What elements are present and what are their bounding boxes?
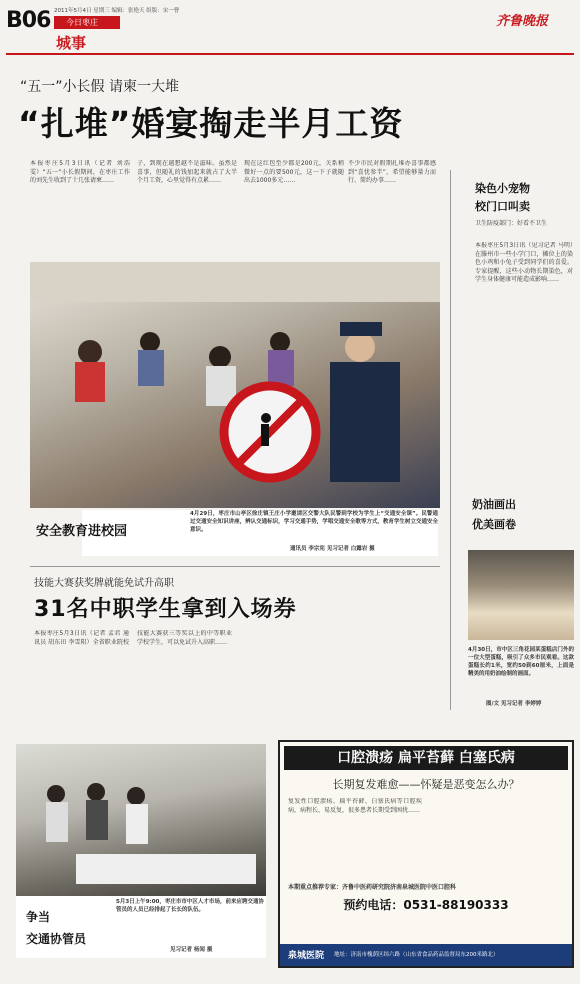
page-number: B06 xyxy=(6,8,51,33)
classroom-photo xyxy=(30,262,440,508)
photo-illustration xyxy=(30,262,440,508)
ad-body: 复发性口腔溃疡、扁平苔藓、白塞氏病等口腔疾病，病程长、易反复，很多患者长期受到困扰…… xyxy=(288,798,422,814)
story2-kicker: 技能大赛获奖牌就能免试升高职 xyxy=(34,578,174,589)
sidebar-subtitle: 卫生防疫部门：好看不卫生 xyxy=(475,220,548,227)
section-title: 城事 xyxy=(56,34,87,52)
cake-credit: 图/文 见习记者 李婷婷 xyxy=(486,701,542,707)
photo3-title-2: 交通协管员 xyxy=(26,932,87,946)
photo1-caption: 4月29日，枣庄市山亭区徐庄镇王庄小学邀请区交警大队民警到学校为学生上“交通安全课”。民警通过交通安全知识讲座，辨认交通标识，学习交通手势，学唱交通安全歌等方式，教育学生树立交通安全意识。 xyxy=(190,511,438,533)
newspaper-logo: 齐鲁晚报 xyxy=(496,14,549,29)
ad-hospital: 泉城医院 xyxy=(288,951,325,961)
photo1-title: 安全教育进校园 xyxy=(36,524,128,539)
sidebar-title-2: 校门口叫卖 xyxy=(475,200,530,213)
ad-cta: 本期重点推荐专家：齐鲁中医药研究院济南泉城医院中医口腔科 xyxy=(288,884,457,891)
story2-headline: 31名中职学生拿到入场券 xyxy=(34,597,297,622)
lead-column-3: 现在这红包至少都是200元，关系稍微好一点的要500元，这一下子就随出去1000多元…… xyxy=(244,160,344,184)
photo3-title-1: 争当 xyxy=(26,910,51,924)
cake-title-1: 奶油画出 xyxy=(472,498,516,511)
sidebar-divider xyxy=(450,170,451,710)
cake-photo xyxy=(468,550,574,640)
photo1-credit: 通讯员 李宗宪 见习记者 白露岩 摄 xyxy=(290,546,375,552)
issue-meta: 2011年5月4日 星期三 编辑：张艳天 组版：宋一曹 xyxy=(54,8,180,14)
lead-column-2: 子，到现在越想越不是滋味。虽然是喜事，但随礼的钱加起来就占了大半个月工资，心里觉得有点累…… xyxy=(137,160,237,184)
queue-photo xyxy=(16,744,266,896)
sidebar-title-1: 染色小宠物 xyxy=(475,182,530,195)
ad-phone: 预约电话：0531-88190333 xyxy=(343,898,509,912)
photo3-caption: 5月3日上午9:00，枣庄市市中区人才市场，前来应聘交通协管员的人员已经排起了长长的队伍。 xyxy=(116,899,264,913)
queue-illustration xyxy=(16,744,266,896)
cake-caption: 4月30日，市中区三角花园某蛋糕店门外的一位大型蛋糕，吸引了众多市民观看。这款蛋糕长约1米，宽约50到60厘米，上面是精美的用奶油绘制的画面。 xyxy=(468,647,574,677)
photo3-credit: 见习记者 杨闻 摄 xyxy=(170,947,213,953)
ad-headline: 口腔溃疡 扁平苔藓 白塞氏病 xyxy=(284,746,568,770)
cake-title-2: 优美画卷 xyxy=(472,518,516,531)
ad-subheadline: 长期复发难愈——怀疑是恶变怎么办？ xyxy=(332,778,520,791)
lead-column-1: 本报枣庄5月3日讯（记者 刘浩雯）“五一”小长假期间，在枣庄工作的刘先生收到了十几张请柬…… xyxy=(30,160,130,184)
lead-kicker: “五一”小长假 请柬一大堆 xyxy=(20,79,179,95)
lead-headline: “扎堆”婚宴掏走半月工资 xyxy=(18,104,404,143)
sidebar-body: 本报枣庄5月3日讯（见习记者 马明）在滕州市一些小学门口，摊位上的染色小鸡和小兔子受到同学们的喜爱。专家提醒，这些小动物长期染色，对学生身体健康可能造成影响…… xyxy=(475,242,573,283)
story2-body: 本报枣庄5月3日讯（记者 孟君 通讯员 胡东田 李雪阳）全省职业院校技能大赛获三等奖以上的中等职业学校学生，可以免试升入高职…… xyxy=(34,630,232,646)
header-rule xyxy=(6,53,574,55)
lead-column-4: 不少市民对假期扎堆办喜事都感到“喜忧参半”，希望能够量力而行、简约办事…… xyxy=(348,160,436,184)
ad-address: 地址：济南市槐荫区纬六路（山东省食品药品监督局东200米路北） xyxy=(334,952,499,958)
section-tag: 今日枣庄 xyxy=(54,16,120,29)
story2-top-rule xyxy=(30,566,440,567)
